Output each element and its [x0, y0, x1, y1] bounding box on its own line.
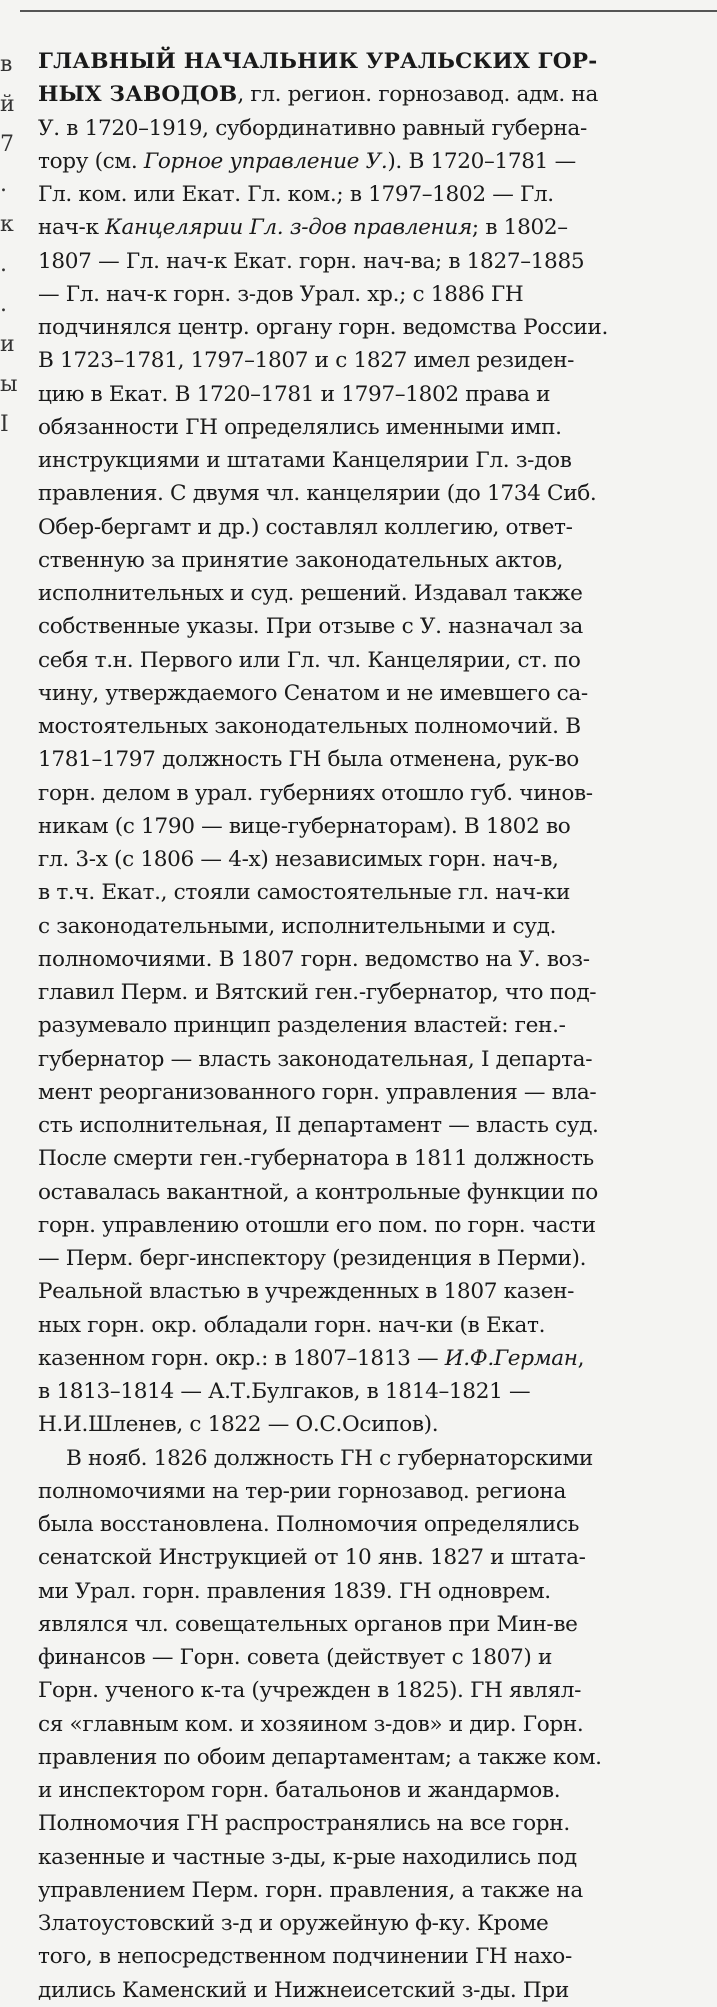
text-run: правления. С двумя чл. канцелярии (до 1734 Сиб.: [38, 481, 597, 507]
text-run: тору (см.: [38, 148, 144, 174]
text-line: [38, 444, 678, 477]
cross-reference: Горное управление У.: [143, 148, 388, 174]
text-line: [38, 1309, 678, 1342]
margin-fragment: 7: [0, 132, 14, 157]
text-run: У. в 1720–1919, субординативно равный губерна-: [38, 115, 587, 141]
text-line: [38, 511, 678, 544]
text-run: мент реорганизованного горн. управления — вла-: [38, 1079, 597, 1105]
text-run: исполнительных и суд. решений. Издавал также: [38, 581, 583, 606]
text-line: [38, 1442, 678, 1475]
text-line: [38, 211, 678, 244]
text-run: 1807 — Гл. нач-к Екат. горн. нач-ва; в 1827–1885: [38, 248, 585, 274]
text-run: была восстановлена. Полномочия определялись: [38, 1512, 580, 1537]
top-rule: [20, 0, 717, 12]
text-line: [38, 1242, 678, 1275]
text-run: в т.ч. Екат., стояли самостоятельные гл. нач-ки: [38, 880, 571, 906]
text-line: [38, 1608, 678, 1641]
text-run: собственные указы. При отзыве с У. назначал за: [38, 614, 583, 640]
text-run: губернатор — власть законодательная, I департа-: [38, 1046, 593, 1072]
text-line: [38, 1907, 678, 1940]
text-line: [38, 710, 678, 743]
text-run: сенатской Инструкцией от 10 янв. 1827 и штата-: [38, 1545, 586, 1571]
margin-fragment: .: [0, 292, 7, 317]
text-run: Обер-бергамт и др.) составлял коллегию, ответ-: [38, 514, 573, 540]
text-line: [38, 477, 678, 510]
text-line: [38, 311, 678, 344]
headword: ГЛАВНЫЙ НАЧАЛЬНИК УРАЛЬСКИХ ГОР-: [38, 49, 598, 74]
margin-fragment: и: [0, 332, 15, 357]
paragraph: [38, 45, 678, 1442]
text-run: горн. делом в урал. губерниях отошло губ. чинов-: [38, 780, 593, 806]
text-run: ственную за принятие законодательных актов,: [38, 547, 564, 573]
text-run: В 1723–1781, 1797–1807 и с 1827 имел резиден-: [38, 348, 575, 374]
text-line: [38, 1974, 678, 2007]
text-line: [38, 610, 678, 643]
text-line: [38, 843, 678, 876]
text-run: дились Каменский и Нижнеисетский з-ды. При: [38, 1977, 569, 2003]
text-line: [38, 644, 678, 677]
text-line: [38, 577, 678, 610]
text-line: [38, 178, 678, 211]
text-line: [38, 1708, 678, 1741]
text-run: — Гл. нач-к горн. з-дов Урал. хр.; с 1886 ГН: [38, 281, 524, 307]
text-line: [38, 1342, 678, 1375]
text-run: правления по обоим департаментам; а также ком.: [38, 1744, 602, 1770]
text-line: [38, 411, 678, 444]
margin-fragment: ы: [0, 372, 18, 397]
text-run: цию в Екат. В 1720–1781 и 1797–1802 права и: [38, 381, 551, 407]
text-run: мостоятельных законодательных полномочий. В: [38, 714, 581, 739]
text-run: ; в 1802–: [471, 215, 568, 241]
text-line: [38, 344, 678, 377]
text-line: [38, 1741, 678, 1774]
text-line: [38, 1940, 678, 1973]
text-line: [38, 1375, 678, 1408]
text-line: [38, 1541, 678, 1574]
text-run: ). В 1720–1781 —: [387, 148, 576, 174]
text-line: [38, 1575, 678, 1608]
cross-reference: И.Ф.Герман: [444, 1345, 578, 1371]
text-line: [38, 45, 678, 78]
text-run: ных горн. окр. обладали горн. нач-ки (в Екат.: [38, 1312, 546, 1338]
text-run: После смерти ген.-губернатора в 1811 должность: [38, 1146, 594, 1172]
text-run: никам (с 1790 — вице-губернаторам). В 1802 во: [38, 813, 571, 839]
text-run: в 1813–1814 — А.Т.Булгаков, в 1814–1821 —: [38, 1379, 531, 1404]
text-run: Горн. ученого к-та (учрежден в 1825). ГН являл-: [38, 1678, 582, 1704]
text-run: и инспектором горн. батальонов и жандармов.: [38, 1778, 561, 1803]
text-run: сть исполнительная, II департамент — власть суд.: [38, 1113, 599, 1138]
text-run: ми Урал. горн. правления 1839. ГН одноврем.: [38, 1578, 551, 1604]
margin-fragment: .: [0, 172, 7, 197]
text-run: того, в непосредственном подчинении ГН нахо-: [38, 1944, 572, 1970]
text-line: [38, 278, 678, 311]
text-run: Н.И.Шленев, с 1822 — О.С.Осипов).: [38, 1412, 439, 1438]
text-run: ся «главным ком. и хозяином з-дов» и дир. Горн.: [38, 1711, 584, 1737]
text-run: чину, утверждаемого Сенатом и не имевшего са-: [38, 680, 588, 706]
text-line: [38, 544, 678, 577]
text-run: главил Перм. и Вятский ген.-губернатор, что под-: [38, 980, 597, 1005]
headword: НЫХ ЗАВОДОВ: [38, 82, 238, 108]
text-line: [38, 1408, 678, 1441]
text-run: подчинялся центр. органу горн. ведомства России.: [38, 315, 608, 340]
text-run: казенные и частные з-ды, к-рые находились под: [38, 1844, 577, 1870]
text-line: [38, 1641, 678, 1674]
text-line: [38, 78, 678, 111]
text-line: [38, 976, 678, 1009]
text-run: 1781–1797 должность ГН была отменена, рук-во: [38, 747, 579, 773]
text-run: Реальной властью в учрежденных в 1807 казен-: [38, 1279, 575, 1305]
cross-reference: Канцелярии Гл. з-дов правления: [105, 215, 472, 241]
text-run: Полномочия ГН распространялись на все горн.: [38, 1811, 570, 1837]
text-run: казенном горн. окр.: в 1807–1813 —: [38, 1345, 445, 1371]
margin-fragment: .: [0, 252, 7, 277]
text-line: [38, 677, 678, 710]
text-run: — Перм. берг-инспектору (резиденция в Перми).: [38, 1246, 587, 1271]
text-line: [38, 1475, 678, 1508]
text-run: полномочиями на тер-рии горнозавод. региона: [38, 1478, 566, 1504]
text-run: обязанности ГН определялись именными имп.: [38, 414, 562, 440]
text-run: инструкциями и штатами Канцелярии Гл. з-дов: [38, 448, 572, 473]
text-line: [38, 1841, 678, 1874]
text-line: [38, 876, 678, 909]
text-line: [38, 378, 678, 411]
text-line: [38, 1774, 678, 1807]
text-run: разумевало принцип разделения властей: ген.-: [38, 1013, 566, 1039]
text-line: [38, 777, 678, 810]
text-line: [38, 1176, 678, 1209]
text-line: [38, 1076, 678, 1109]
text-line: [38, 943, 678, 976]
text-run: финансов — Горн. совета (действует с 1807) и: [38, 1645, 553, 1670]
text-line: [38, 1674, 678, 1707]
text-run: гл. 3-х (с 1806 — 4-х) независимых горн. нач-в,: [38, 847, 559, 872]
text-run: полномочиями. В 1807 горн. ведомство на У. воз-: [38, 946, 590, 972]
text-line: [38, 1009, 678, 1042]
text-line: [38, 1043, 678, 1076]
text-line: [38, 1142, 678, 1175]
text-line: [38, 1874, 678, 1907]
text-line: [38, 1275, 678, 1308]
encyclopedia-article: [38, 45, 678, 2003]
margin-fragment: в: [0, 52, 13, 77]
text-run: , гл. регион. горнозавод. адм. на: [237, 82, 599, 108]
paragraph: [38, 1442, 678, 2007]
text-line: [38, 1209, 678, 1242]
text-line: [38, 1508, 678, 1541]
margin-fragment: й: [0, 92, 15, 117]
text-run: Златоустовский з-д и оружейную ф-ку. Кроме: [38, 1911, 549, 1936]
text-line: [38, 145, 678, 178]
text-run: с законодательными, исполнительными и суд.: [38, 913, 557, 939]
text-run: управлением Перм. горн. правления, а также на: [38, 1877, 583, 1903]
text-line: [38, 1807, 678, 1840]
text-run: ,: [577, 1345, 585, 1371]
text-run: оставалась вакантной, а контрольные функции по: [38, 1179, 598, 1205]
text-run: В нояб. 1826 должность ГН с губернаторскими: [66, 1445, 593, 1471]
text-line: [38, 112, 678, 145]
margin-fragment: к: [0, 212, 14, 237]
text-run: нач-к: [38, 215, 106, 241]
text-run: Гл. ком. или Екат. Гл. ком.; в 1797–1802 — Гл.: [38, 182, 554, 207]
left-column-fragments: [0, 45, 18, 445]
text-line: [38, 810, 678, 843]
margin-fragment: I: [0, 412, 9, 437]
text-line: [38, 1109, 678, 1142]
text-line: [38, 743, 678, 776]
text-run: горн. управлению отошли его пом. по горн. части: [38, 1212, 596, 1238]
text-line: [38, 245, 678, 278]
text-line: [38, 910, 678, 943]
text-run: являлся чл. совещательных органов при Мин-ве: [38, 1611, 578, 1637]
text-run: себя т.н. Первого или Гл. чл. Канцелярии, ст. по: [38, 647, 581, 673]
